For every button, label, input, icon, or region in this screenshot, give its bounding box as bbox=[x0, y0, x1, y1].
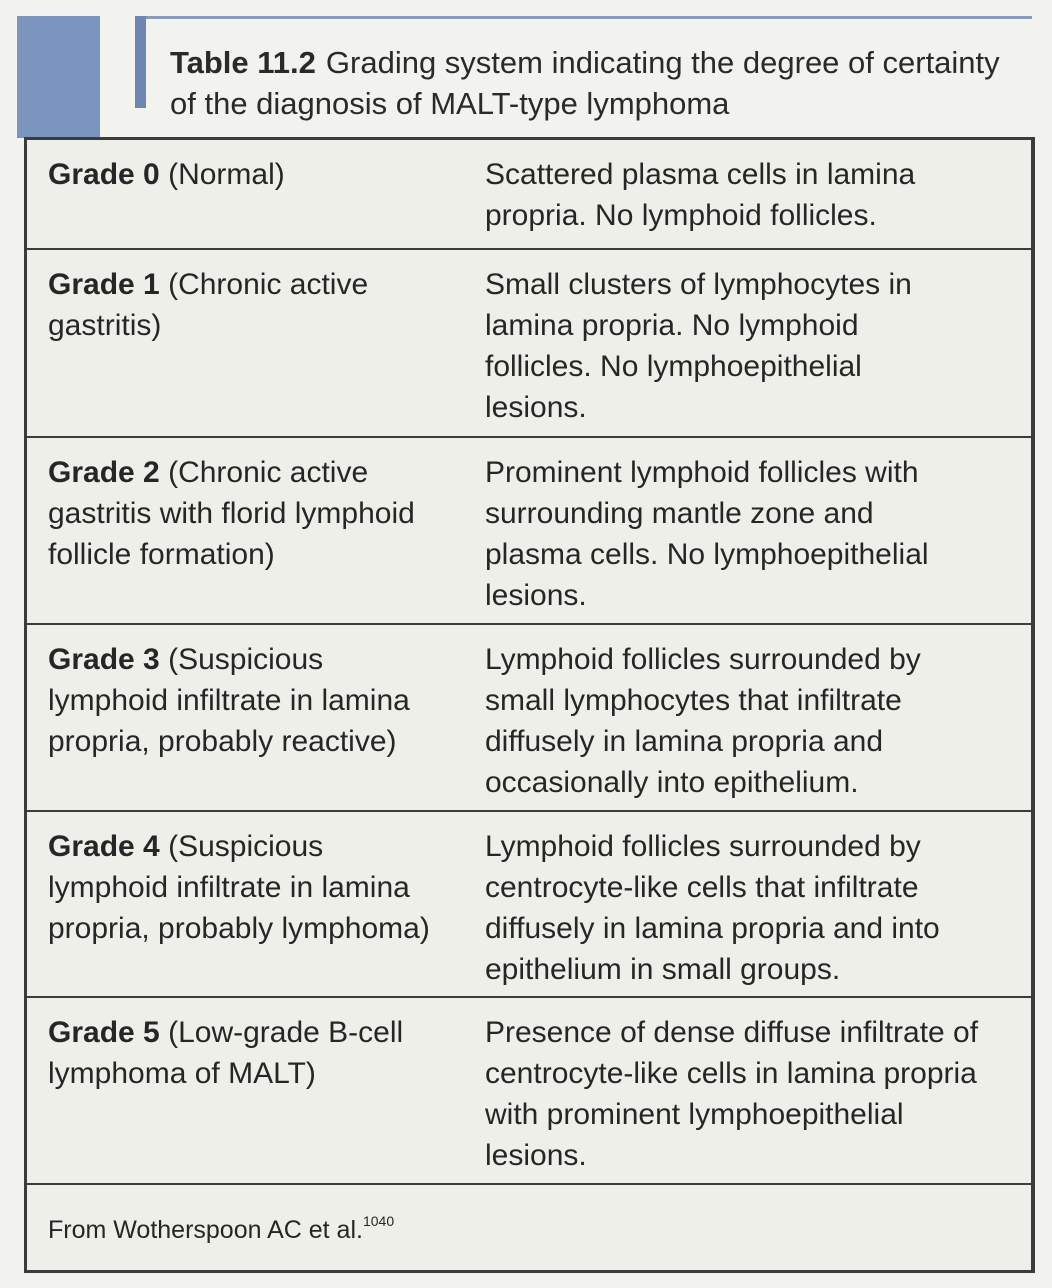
table-caption bbox=[170, 42, 1020, 124]
grade-label: Grade 3 bbox=[48, 643, 160, 676]
grade-qualifier: (Low-grade B-cell lymphoma of MALT) bbox=[48, 1016, 404, 1090]
chapter-tab-decoration bbox=[17, 16, 100, 138]
grade-qualifier: (Normal) bbox=[168, 158, 285, 191]
grade-qualifier: (Suspicious lymphoid infiltrate in lamina propria, probably lymphoma) bbox=[48, 830, 430, 945]
description-cell: Scattered plasma cells in lamina propria. No lymphoid follicles. bbox=[485, 158, 916, 232]
table-row-grade-0 bbox=[27, 140, 1031, 250]
grade-label: Grade 0 bbox=[48, 158, 160, 191]
grade-label: Grade 5 bbox=[48, 1016, 160, 1049]
caption-top-rule bbox=[135, 16, 1032, 19]
description-cell: Small clusters of lymphocytes in lamina propria. No lymphoid follicles. No lymphoepithelial lesions. bbox=[485, 268, 912, 424]
grade-label: Grade 2 bbox=[48, 456, 160, 489]
table-source-note bbox=[48, 1204, 394, 1247]
description-cell: Prominent lymphoid follicles with surrounding mantle zone and plasma cells. No lymphoepithelial lesions. bbox=[485, 456, 929, 612]
grade-qualifier: (Chronic active gastritis) bbox=[48, 268, 369, 342]
grade-qualifier: (Chronic active gastritis with florid lymphoid follicle formation) bbox=[48, 456, 415, 571]
table-row-grade-2 bbox=[27, 438, 1031, 625]
grade-cell bbox=[48, 154, 348, 195]
description-cell: Lymphoid follicles surrounded by centrocyte-like cells that infiltrate diffusely in lamina propria and into epithelium in small groups. bbox=[485, 830, 940, 986]
table-caption-text: Grading system indicating the degree of certainty of the diagnosis of MALT-type lymphoma bbox=[170, 45, 1000, 121]
grading-table bbox=[24, 137, 1035, 1273]
source-reference-number: 1040 bbox=[362, 1213, 395, 1229]
grade-cell bbox=[48, 1012, 438, 1094]
grade-label: Grade 4 bbox=[48, 830, 160, 863]
grade-cell bbox=[48, 639, 448, 762]
source-text: From Wotherspoon AC et al. bbox=[48, 1216, 363, 1244]
grade-cell bbox=[48, 264, 418, 346]
table-row-grade-3 bbox=[27, 625, 1031, 812]
grade-label: Grade 1 bbox=[48, 268, 160, 301]
caption-accent-bar bbox=[135, 16, 146, 108]
table-row-grade-1 bbox=[27, 250, 1031, 438]
grade-cell bbox=[48, 452, 443, 575]
table-caption-label: Table 11.2 bbox=[170, 45, 316, 80]
description-cell: Presence of dense diffuse infiltrate of centrocyte-like cells in lamina propria with prominent lymphoepithelial lesions. bbox=[485, 1016, 979, 1172]
table-row-grade-5 bbox=[27, 998, 1031, 1185]
table-row-grade-4 bbox=[27, 812, 1031, 998]
description-cell: Lymphoid follicles surrounded by small lymphocytes that infiltrate diffusely in lamina propria and occasionally into epithelium. bbox=[485, 643, 921, 799]
grade-cell bbox=[48, 826, 448, 949]
grade-qualifier: (Suspicious lymphoid infiltrate in lamina propria, probably reactive) bbox=[48, 643, 410, 758]
